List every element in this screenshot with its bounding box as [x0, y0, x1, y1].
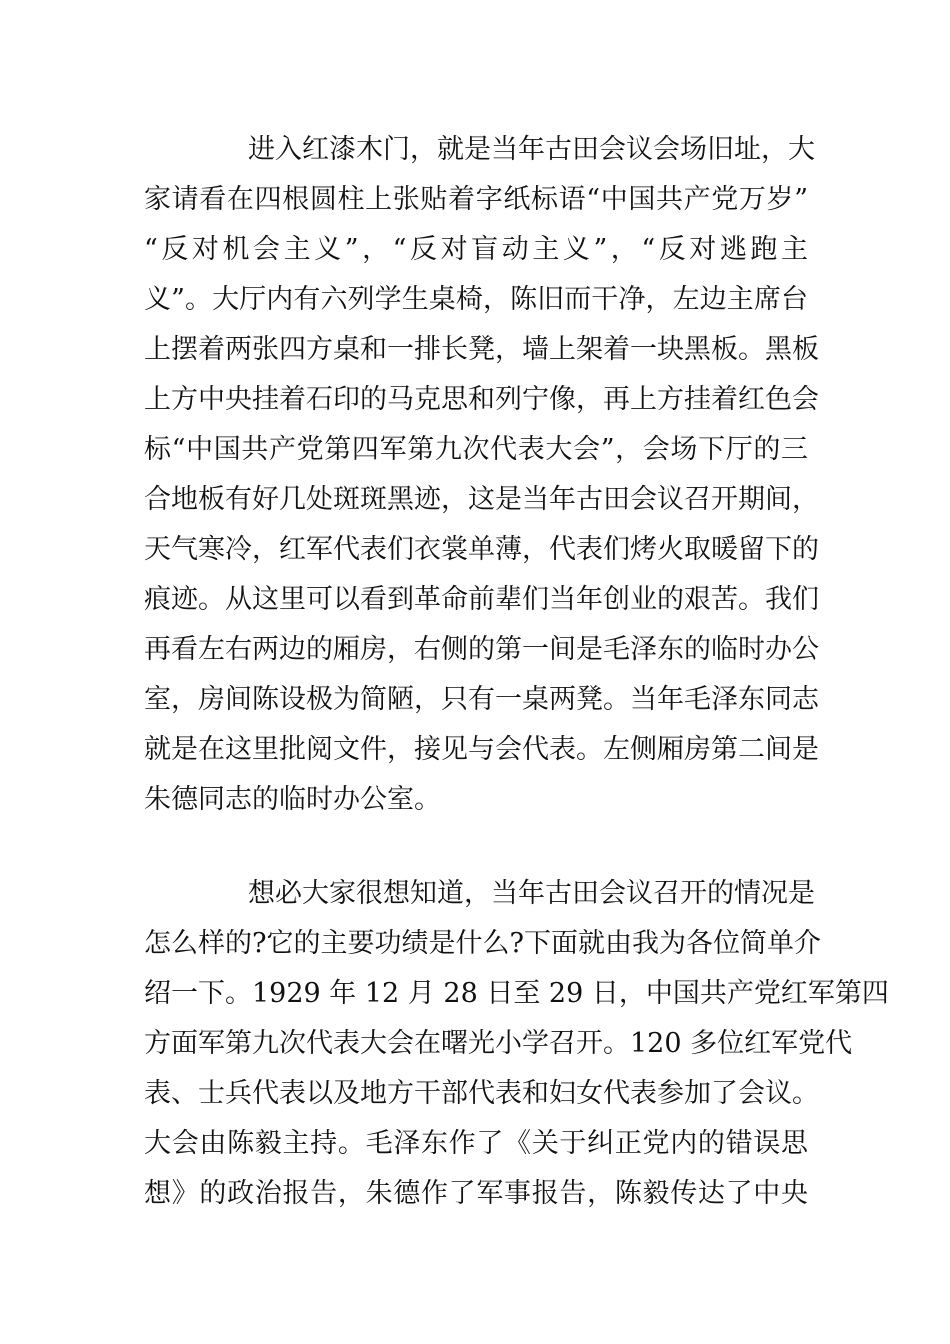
text-line: 怎么样的?它的主要功绩是什么?下面就由我为各位简单介	[144, 928, 821, 959]
text-line: 义”。大厅内有六列学生桌椅，陈旧而干净，左边主席台	[144, 284, 808, 315]
text-line: 就是在这里批阅文件，接见与会代表。左侧厢房第二间是	[144, 734, 819, 765]
text-line: 绍一下。1929 年 12 月 28 日至 29 日，中国共产党红军第四	[144, 978, 889, 1009]
text-line: 朱德同志的临时办公室。	[144, 784, 441, 815]
text-line: “反对机会主义”，“反对盲动主义”，“反对逃跑主	[144, 234, 808, 265]
text-line: 想必大家很想知道，当年古田会议召开的情况是	[248, 878, 815, 909]
text-line: 标“中国共产党第四军第九次代表大会”，会场下厅的三	[144, 434, 808, 465]
text-line: 想》的政治报告，朱德作了军事报告，陈毅传达了中央	[144, 1178, 808, 1209]
text-line: 再看左右两边的厢房，右侧的第一间是毛泽东的临时办公	[144, 634, 819, 665]
text-line: 室，房间陈设极为简陋，只有一桌两凳。当年毛泽东同志	[144, 684, 819, 715]
text-line: 家请看在四根圆柱上张贴着字纸标语“中国共产党万岁”	[144, 184, 808, 215]
text-line: 进入红漆木门，就是当年古田会议会场旧址，大	[248, 134, 815, 165]
text-line: 上摆着两张四方桌和一排长凳，墙上架着一块黑板。黑板	[144, 334, 819, 365]
text-line: 上方中央挂着石印的马克思和列宁像，再上方挂着红色会	[144, 384, 819, 415]
text-line: 合地板有好几处斑斑黑迹，这是当年古田会议召开期间，	[144, 484, 819, 515]
text-line: 方面军第九次代表大会在曙光小学召开。120 多位红军党代	[144, 1028, 853, 1059]
paragraph-meeting-history	[144, 869, 889, 1219]
text-line: 痕迹。从这里可以看到革命前辈们当年创业的艰苦。我们	[144, 584, 819, 615]
text-line: 表、士兵代表以及地方干部代表和妇女代表参加了会议。	[144, 1078, 819, 1109]
paragraph-gutian-venue	[144, 125, 819, 825]
text-line: 天气寒冷，红军代表们衣裳单薄，代表们烤火取暖留下的	[144, 534, 819, 565]
text-line: 大会由陈毅主持。毛泽东作了《关于纠正党内的错误思	[144, 1128, 808, 1159]
